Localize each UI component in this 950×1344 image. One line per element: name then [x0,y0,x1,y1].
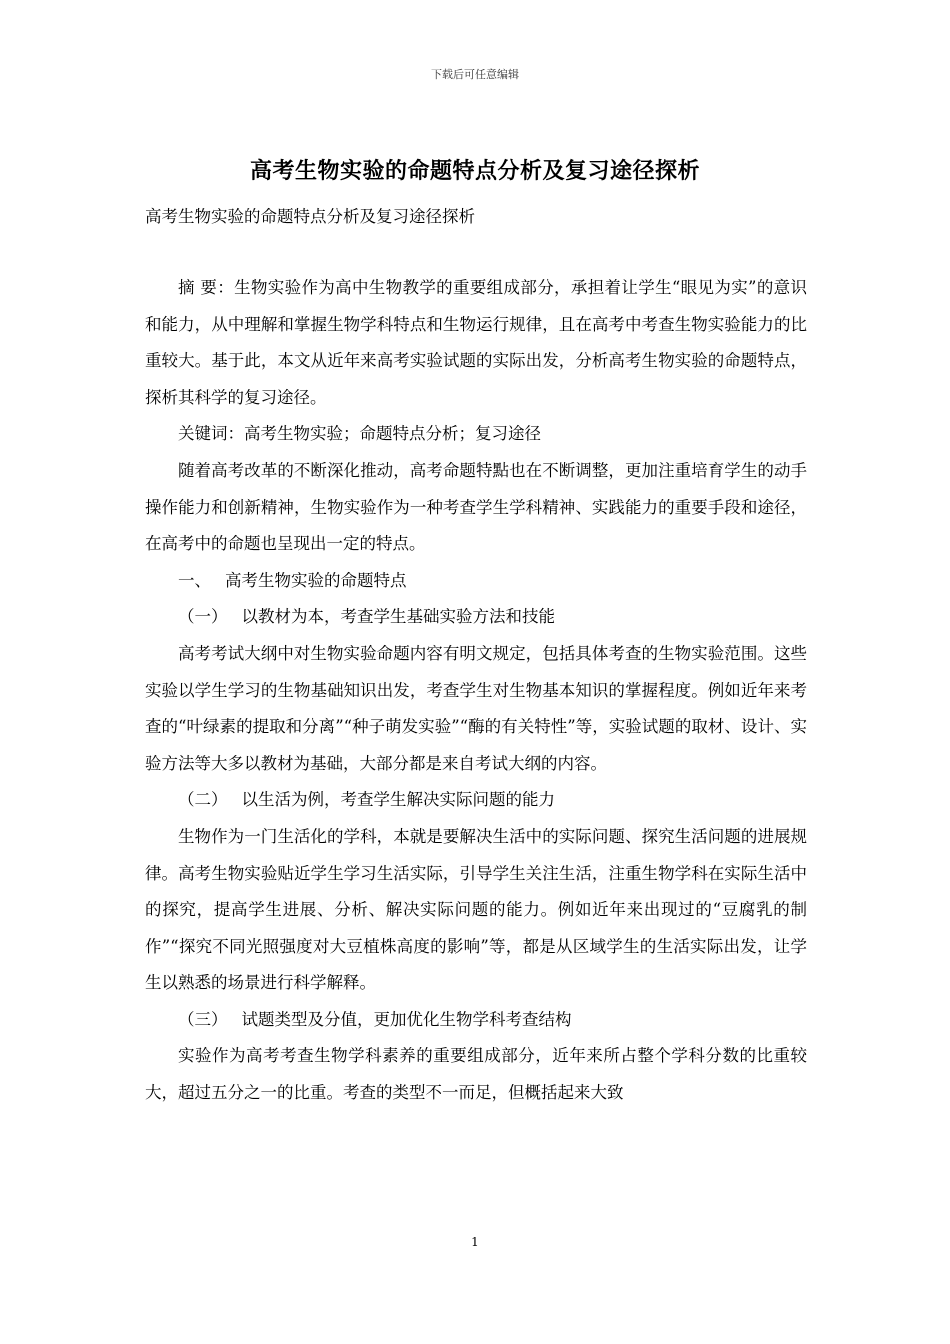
subsection-number: （一） [178,607,228,627]
subsection-heading-1 [145,599,807,636]
section-title: 高考生物实验的命题特点 [225,570,407,590]
document-body [145,270,807,1112]
body-paragraph-1: 高考考试大纲中对生物实验命题内容有明文规定，包括具体考查的生物实验范围。这些实验以学生学习的生物基础知识出发，考查学生对生物基本知识的掌握程度。例如近年来考查的“叶绿素的提取和分离”“种子萌发实验”“酶的有关特性”等，实验试题的取材、设计、实验方法等大多以教材为基础，大部分都是来自考试大纲的内容。 [145,643,807,773]
subsection-title: 以生活为例，考查学生解决实际问题的能力 [241,790,555,810]
body-paragraph-2: 生物作为一门生活化的学科，本就是要解决生活中的实际问题、探究生活问题的进展规律。高考生物实验贴近学生学习生活实际，引导学生关注生活，注重生物学科在实际生活中的探究，提高学生进展、分析、解决实际问题的能力。例如近年来出现过的“豆腐乳的制作”“探究不同光照强度对大豆植株高度的影响”等，都是从区域学生的生活实际出发，让学生以熟悉的场景进行科学解释。 [145,826,807,993]
page-header-note: 下载后可任意编辑 [431,68,519,81]
subsection-title: 试题类型及分值，更加优化生物学科考查结构 [241,1009,572,1029]
subsection-heading-2 [145,782,807,819]
subsection-number: （二） [178,790,228,810]
subsection-title: 以教材为本，考查学生基础实验方法和技能 [241,607,555,627]
section-heading-1 [145,563,807,600]
document-subtitle: 高考生物实验的命题特点分析及复习途径探析 [145,207,475,226]
subsection-number: （三） [178,1009,228,1029]
keywords-paragraph: 关键词：高考生物实验；命题特点分析；复习途径 [178,424,541,444]
page-number: 1 [471,1235,479,1249]
section-number: 一、 [178,570,211,590]
body-paragraph-3: 实验作为高考考查生物学科素养的重要组成部分，近年来所占整个学科分数的比重较大，超过五分之一的比重。考查的类型不一而足，但概括起来大致 [145,1046,807,1103]
abstract-paragraph: 摘 要：生物实验作为高中生物教学的重要组成部分，承担着让学生“眼见为实”的意识和能力，从中理解和掌握生物学科特点和生物运行规律，且在高考中考查生物实验能力的比重较大。基于此，本文从近年来高考实验试题的实际出发，分析高考生物实验的命题特点，探析其科学的复习途径。 [145,278,807,407]
subsection-heading-3 [145,1002,807,1039]
intro-paragraph: 随着高考改革的不断深化推动，高考命题特點也在不断调整，更加注重培育学生的动手操作能力和创新精神，生物实验作为一种考查学生学科精神、实践能力的重要手段和途径，在高考中的命题也呈现出一定的特点。 [145,460,807,554]
document-title: 高考生物实验的命题特点分析及复习途径探析 [249,158,700,184]
